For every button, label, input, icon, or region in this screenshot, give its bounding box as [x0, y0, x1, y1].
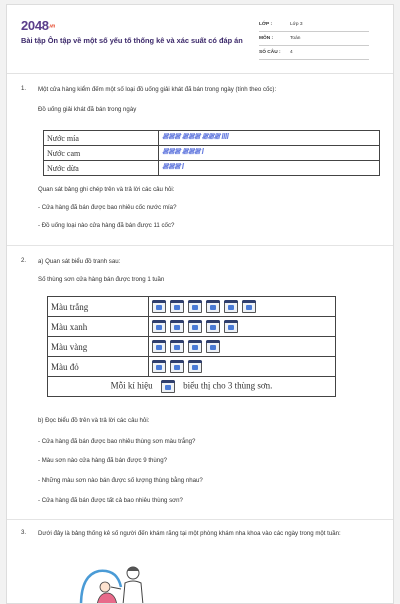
- tally-table: [43, 130, 380, 176]
- legend-cell: [48, 377, 336, 397]
- meta-subject: [259, 33, 369, 46]
- pictograph-cell: [149, 297, 336, 317]
- chart-caption: Số thùng sơn cửa hàng bán được trong 1 tuần: [38, 276, 165, 283]
- section-divider: [7, 519, 393, 520]
- section-divider: [7, 245, 393, 246]
- row-label: Màu trắng: [48, 297, 149, 317]
- table-row: [48, 337, 336, 357]
- row-label: Màu xanh: [48, 317, 149, 337]
- legend-right: biểu thị cho 3 thùng sơn.: [183, 380, 273, 391]
- paint-can-icon: [206, 300, 220, 313]
- pictograph-cell: [149, 357, 336, 377]
- logo-suffix: .vn: [48, 23, 56, 30]
- paint-can-icon: [188, 340, 202, 353]
- tally-cell: [159, 161, 380, 176]
- paint-can-icon: [224, 320, 238, 333]
- question-prompt: b) Đọc biểu đồ trên và trả lời các câu hỏi:: [38, 417, 150, 424]
- question-text: Một cửa hàng kiểm đếm một số loại đồ uống giải khát đã bán trong ngày (tính theo cốc):: [38, 86, 277, 93]
- meta-question-count: [259, 47, 369, 60]
- sub-question: - Cửa hàng đã bán được bao nhiêu cốc nước mía?: [38, 204, 177, 211]
- row-label: Nước mía: [44, 131, 159, 146]
- sub-question: - Những màu sơn nào bán được số lượng thùng bằng nhau?: [38, 477, 203, 484]
- legend-row: [48, 377, 336, 397]
- sub-question: - Cửa hàng đã bán được tất cả bao nhiêu thùng sơn?: [38, 497, 183, 504]
- row-label: Màu đỏ: [48, 357, 149, 377]
- sub-question: - Màu sơn nào cửa hàng đã bán được 9 thùng?: [38, 457, 167, 464]
- table-row: [48, 357, 336, 377]
- pictograph-cell: [149, 317, 336, 337]
- question-text: Dưới đây là bảng thống kê số người đến khám răng tại một phòng khám nha khoa vào các ngày trong một tuần:: [38, 530, 341, 537]
- question-number: 1.: [21, 85, 27, 92]
- worksheet-title: Bài tập Ôn tập về một số yếu tố thống kê và xác suất có đáp án: [21, 36, 243, 45]
- row-label: Nước cam: [44, 146, 159, 161]
- paint-can-icon: [188, 360, 202, 373]
- question-number: 3.: [21, 529, 27, 536]
- paint-can-icon: [170, 320, 184, 333]
- tally-marks: 𝍸𝍸𝍸 I: [162, 162, 184, 171]
- worksheet-page: [6, 4, 394, 604]
- table-row: [48, 297, 336, 317]
- meta-value: Toán: [290, 36, 301, 41]
- logo-text: 2048: [21, 18, 49, 33]
- meta-key: SỐ CÂU :: [259, 50, 281, 55]
- paint-can-icon: [170, 300, 184, 313]
- table-caption: Đồ uống giải khát đã bán trong ngày: [38, 106, 137, 113]
- pictograph-cell: [149, 337, 336, 357]
- question-number: 2.: [21, 257, 27, 264]
- meta-value: 4: [290, 50, 293, 55]
- meta-key: MÔN :: [259, 36, 274, 41]
- paint-can-icon: [224, 300, 238, 313]
- paint-can-icon: [161, 380, 175, 393]
- paint-can-icon: [206, 320, 220, 333]
- tally-marks: 𝍸𝍸𝍸 𝍸𝍸𝍸 𝍸𝍸𝍸 IIII: [162, 132, 229, 141]
- question-prompt: Quan sát bảng ghi chép trên và trả lời các câu hỏi:: [38, 186, 175, 193]
- meta-class: [259, 19, 369, 32]
- site-logo[interactable]: [21, 18, 55, 33]
- pictograph-table: [47, 296, 336, 397]
- row-label: Nước dừa: [44, 161, 159, 176]
- table-row: [44, 161, 380, 176]
- paint-can-icon: [206, 340, 220, 353]
- paint-can-icon: [188, 320, 202, 333]
- table-row: [44, 146, 380, 161]
- sub-question: - Đồ uống loại nào cửa hàng đã bán được 11 cốc?: [38, 222, 175, 229]
- meta-value: Lớp 3: [290, 22, 303, 27]
- paint-can-icon: [188, 300, 202, 313]
- paint-can-icon: [152, 300, 166, 313]
- question-text: a) Quan sát biểu đồ tranh sau:: [38, 258, 121, 265]
- paint-can-icon: [152, 360, 166, 373]
- row-label: Màu vàng: [48, 337, 149, 357]
- paint-can-icon: [152, 320, 166, 333]
- sub-question: - Cửa hàng đã bán được bao nhiêu thùng sơn màu trắng?: [38, 438, 196, 445]
- tally-marks: 𝍸𝍸𝍸 𝍸𝍸𝍸 I: [162, 147, 204, 156]
- tally-cell: [159, 146, 380, 161]
- paint-can-icon: [242, 300, 256, 313]
- tally-cell: [159, 131, 380, 146]
- legend-left: Mỗi kí hiệu: [110, 380, 153, 391]
- header-divider: [7, 73, 393, 74]
- dentist-illustration-icon: [77, 561, 157, 604]
- meta-key: LỚP :: [259, 22, 273, 27]
- paint-can-icon: [170, 340, 184, 353]
- header: [7, 5, 393, 73]
- table-row: [44, 131, 380, 146]
- paint-can-icon: [152, 340, 166, 353]
- paint-can-icon: [170, 360, 184, 373]
- table-row: [48, 317, 336, 337]
